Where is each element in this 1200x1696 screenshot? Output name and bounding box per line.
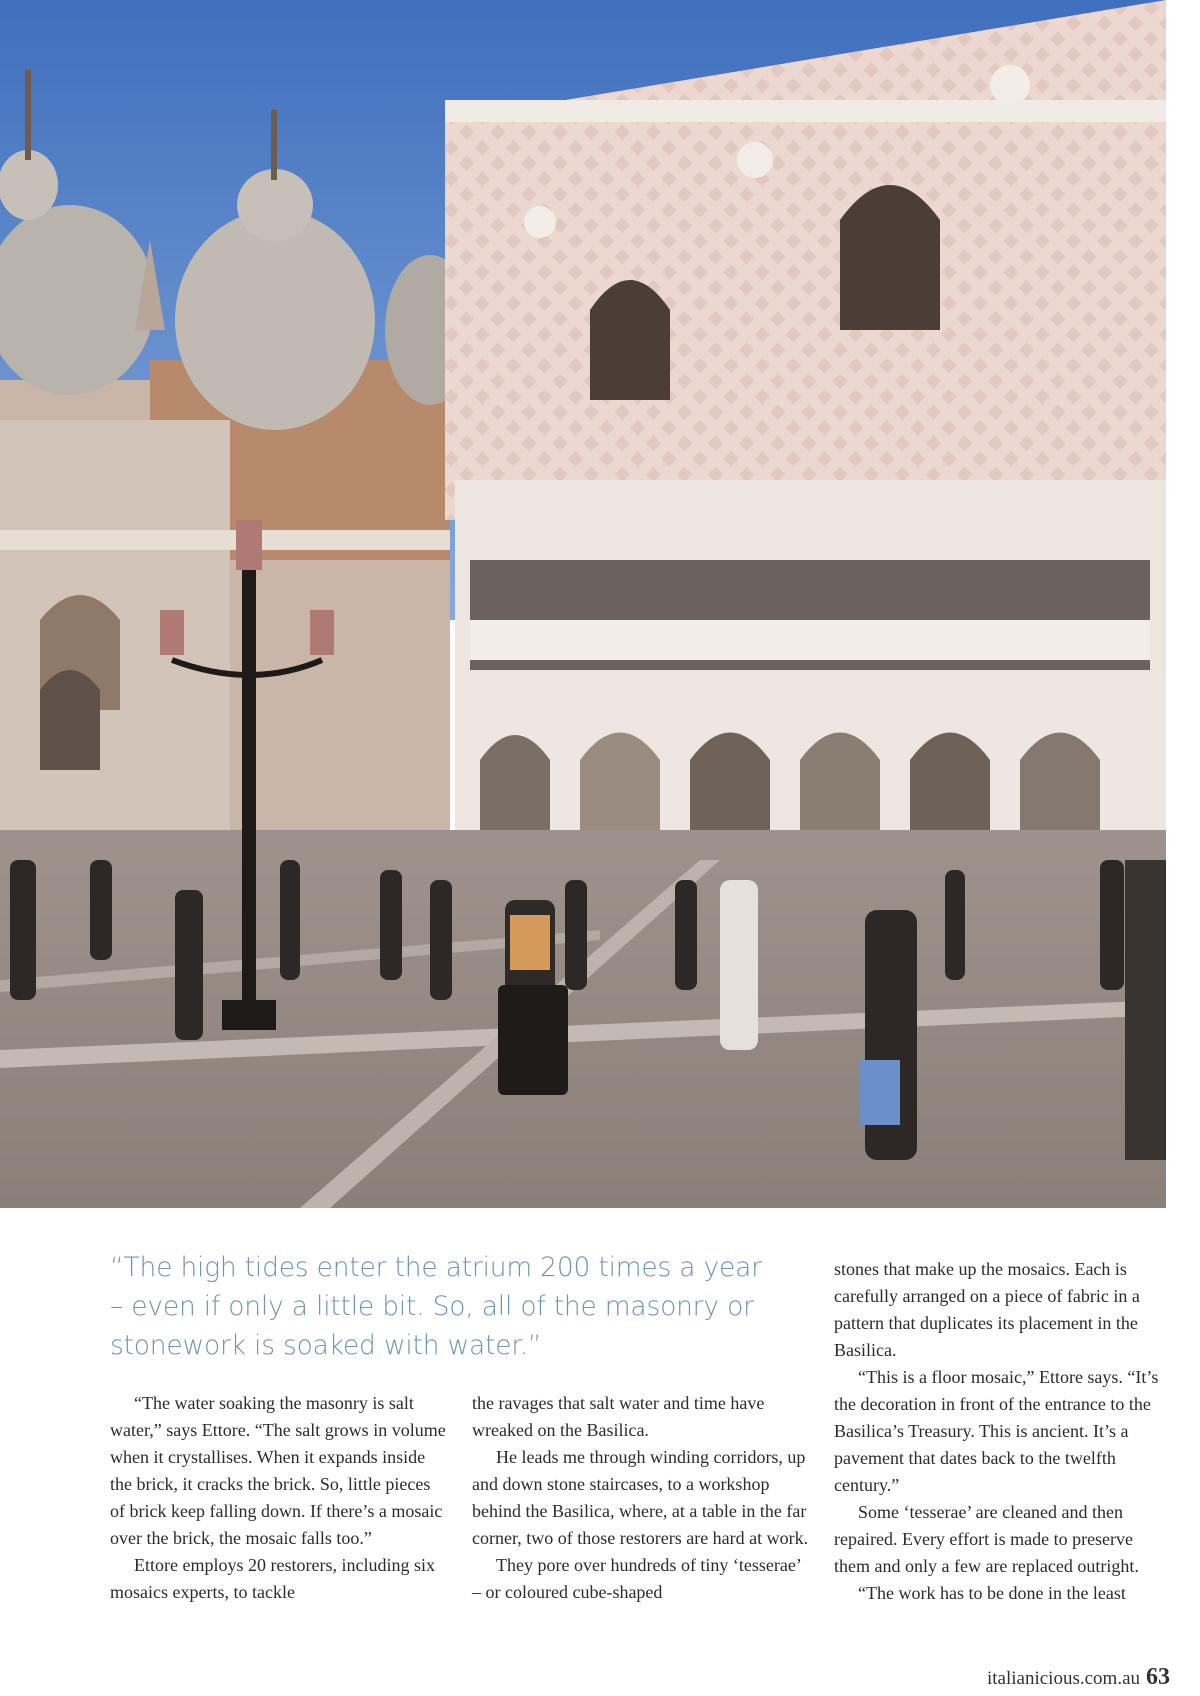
doges-palace — [445, 0, 1166, 870]
page-footer — [987, 1664, 1170, 1691]
pull-quote: “The high tides enter the atrium 200 times a year – even if only a little bit. So, all of the masonry or stonework is soaked with water.” — [110, 1252, 762, 1361]
text-column-2 — [472, 1390, 810, 1606]
article-paragraph: stones that make up the mosaics. Each is carefully arranged on a piece of fabric in a pattern that duplicates its placement in the Basilica. — [834, 1259, 1140, 1360]
website-url: italianicious.com.au — [986, 1668, 1140, 1689]
text-column-1 — [110, 1390, 448, 1606]
article-paragraph: Ettore employs 20 restorers, including six mosaics experts, to tackle — [110, 1555, 435, 1602]
page-number: 63 — [1146, 1664, 1170, 1690]
article-paragraph: Some ‘tesserae’ are cleaned and then repaired. Every effort is made to preserve them and only a few are replaced outright. — [834, 1502, 1139, 1576]
article-paragraph: “The water soaking the masonry is salt water,” says Ettore. “The salt grows in volume when it crystallises. When it expands inside the brick, it cracks the brick. So, little pieces of brick keep falling down. If there’s a mosaic over the brick, the mosaic falls too.” — [110, 1393, 446, 1548]
article-paragraph: the ravages that salt water and time have wreaked on the Basilica. — [472, 1393, 765, 1440]
article-paragraph: They pore over hundreds of tiny ‘tesserae’ – or coloured cube-shaped — [472, 1555, 801, 1602]
article-paragraph: “This is a floor mosaic,” Ettore says. “It’s the decoration in front of the entrance to the Basilica’s Treasury. This is ancient. It’s a pavement that dates back to the twelfth century.” — [834, 1367, 1159, 1495]
text-column-3 — [834, 1256, 1172, 1607]
article-paragraph: “The work has to be done in the least — [858, 1583, 1126, 1603]
article-paragraph: He leads me through winding corridors, up and down stone staircases, to a workshop behind the Basilica, where, at a table in the far corner, two of those restorers are hard at work. — [472, 1447, 809, 1548]
trash-bin — [498, 985, 568, 1095]
